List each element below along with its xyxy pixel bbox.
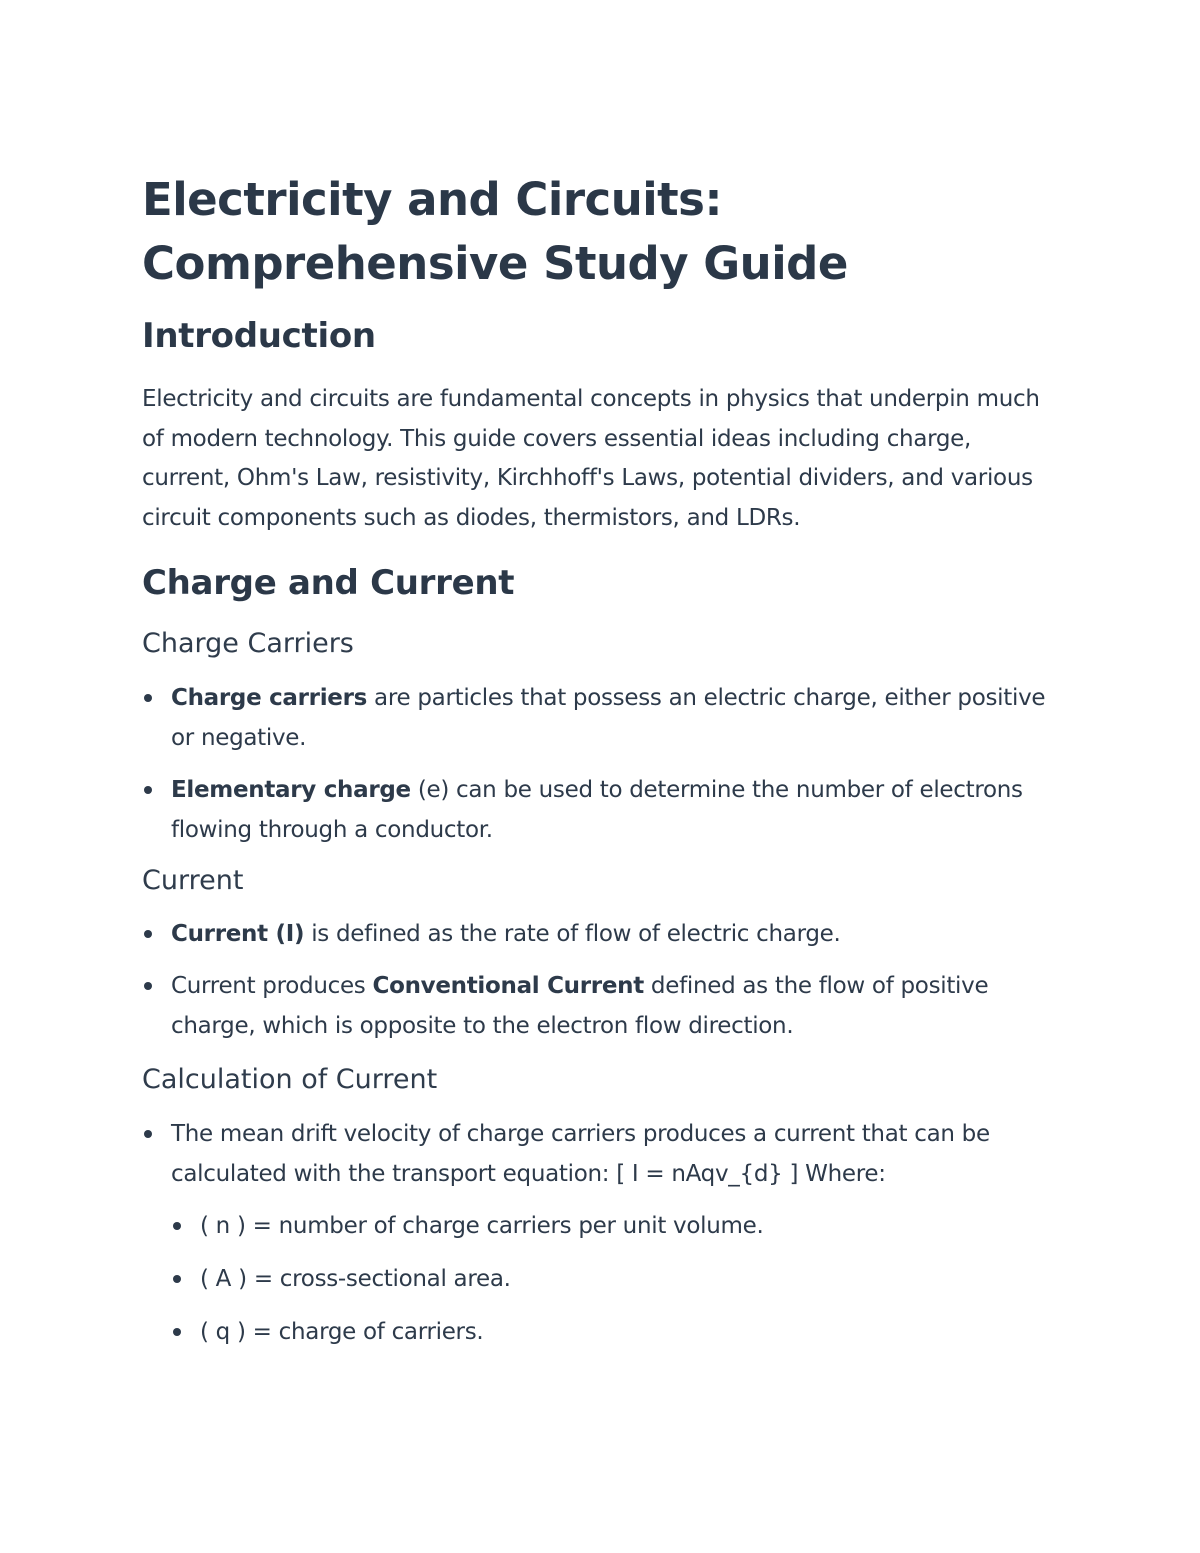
variable-definitions-list: [171, 1206, 1062, 1352]
list-item: [142, 1114, 1062, 1194]
introduction-paragraph: Electricity and circuits are fundamental concepts in physics that underpin much of modern technology. This guide covers essential ideas including charge, current, Ohm's Law, resistivity, Kirchhoff's Laws, potential dividers, and various circuit components such as diodes, thermistors, and LDRs.: [142, 386, 1040, 531]
list-item: [142, 678, 1062, 758]
list-item-text: The mean drift velocity of charge carriers produces a current that can be calculated with the transport equation: [ I = nAqv_{d} ] Where:: [171, 1121, 990, 1187]
document-title: [142, 168, 1062, 296]
term-charge-carriers: Charge carriers: [171, 685, 368, 711]
list-item-text: is defined as the rate of flow of electric charge.: [304, 921, 841, 947]
calculation-of-current-heading: Calculation of Current: [142, 1064, 438, 1095]
list-item: [142, 914, 1062, 954]
term-elementary-charge: Elementary charge: [171, 777, 411, 803]
term-conventional-current: Conventional Current: [372, 973, 644, 999]
list-item: ( A ) = cross-sectional area.: [171, 1259, 1062, 1299]
list-item-text: defined as the flow of positive charge, which is opposite to the electron flow direction.: [171, 973, 989, 1039]
current-heading: Current: [142, 865, 244, 896]
document-page: [142, 168, 1062, 1352]
charge-carriers-heading: Charge Carriers: [142, 628, 354, 659]
current-list: [142, 914, 1062, 1046]
list-item-text: are particles that possess an electric charge, either positive or negative.: [171, 685, 1046, 751]
list-item: [142, 966, 1062, 1046]
calculation-list: [142, 1114, 1062, 1194]
introduction-heading: Introduction: [142, 316, 376, 356]
list-item: [142, 770, 1062, 850]
title-line-2: Comprehensive Study Guide: [142, 237, 848, 290]
list-item-text: (e) can be used to determine the number of electrons flowing through a conductor.: [171, 777, 1023, 843]
charge-and-current-heading: Charge and Current: [142, 563, 515, 603]
charge-carriers-list: [142, 678, 1062, 850]
list-item-text: Current produces: [171, 973, 373, 999]
title-line-1: Electricity and Circuits:: [142, 173, 722, 226]
term-current: Current (I): [171, 921, 305, 947]
list-item: ( q ) = charge of carriers.: [171, 1312, 1062, 1352]
list-item: ( n ) = number of charge carriers per unit volume.: [171, 1206, 1062, 1246]
